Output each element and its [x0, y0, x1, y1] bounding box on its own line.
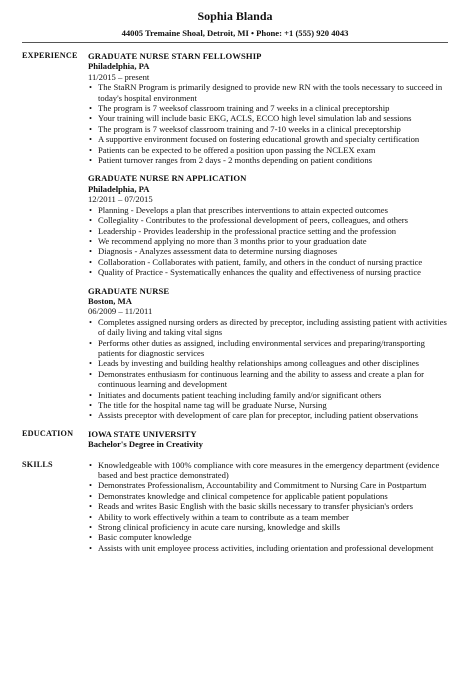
list-item: • The StaRN Program is primarily designed to provide new RN with the tools necessary to succeed in today's hospital environment — [88, 82, 448, 103]
list-item: • Performs other duties as assigned, including environmental services and preparing/transporting patients for diagnostic services — [88, 338, 448, 359]
list-item: • Demonstrates knowledge and clinical competence for applicable patient populations — [88, 491, 448, 501]
contact-line: 44005 Tremaine Shoal, Detroit, MI • Phone: +1 (555) 920 4043 — [121, 28, 349, 38]
header-divider — [22, 42, 448, 43]
list-item: • Demonstrates Professionalism, Accountability and Commitment to Nursing Care in Postpartum — [88, 480, 448, 490]
job-dates: 11/2015 – present — [88, 71, 150, 82]
job-entry — [88, 286, 448, 421]
list-item: • The title for the hospital name tag will be graduate Nurse, Nursing — [88, 400, 448, 410]
list-item: • Collegiality - Contributes to the professional development of peers, colleagues, and others — [88, 215, 448, 225]
list-item: • Planning - Develops a plan that prescribes interventions to attain expected outcomes — [88, 205, 448, 215]
job-bullets — [88, 205, 448, 278]
experience-list — [88, 51, 448, 429]
list-item: • Patients can be expected to be offered a position upon passing the NCLEX exam — [88, 145, 448, 155]
list-item: • Assists with unit employee process activities, including orientation and professional development — [88, 543, 448, 553]
job-location: Philadelphia, PA — [88, 183, 150, 194]
job-title: GRADUATE NURSE STARN FELLOWSHIP — [88, 51, 262, 61]
list-item: • Demonstrates enthusiasm for continuous learning and the ability to assess and create a plan for continuous learning and development — [88, 369, 448, 390]
degree-name: Bachelor's Degree in Creativity — [88, 439, 203, 450]
skills-list — [88, 460, 448, 554]
list-item: • Assists preceptor with development of care plan for preceptor, including patient observations — [88, 410, 448, 420]
list-item: • Your training will include basic EKG, ACLS, ECCO high level simulation lab and sessions — [88, 113, 448, 123]
list-item: • Quality of Practice - Systematically enhances the quality and effectiveness of nursing practice — [88, 267, 448, 277]
experience-heading: EXPERIENCE — [22, 51, 78, 60]
list-item: • Reads and writes Basic English with the basic skills necessary to transfer physician's orders — [88, 501, 448, 511]
list-item: • A supportive environment focused on fostering educational growth and specialty certification — [88, 134, 448, 144]
candidate-name: Sophia Blanda — [197, 9, 273, 23]
list-item: • Initiates and documents patient teaching including family and/or significant others — [88, 390, 448, 400]
skills-heading: SKILLS — [22, 459, 53, 469]
skills-section — [22, 460, 448, 554]
skills-list-wrapper — [88, 460, 448, 554]
job-title: GRADUATE NURSE RN APPLICATION — [88, 173, 247, 184]
education-heading: EDUCATION — [22, 428, 74, 438]
list-item: • Completes assigned nursing orders as directed by preceptor, including assisting patient with activities of daily living and taking vital signs — [88, 317, 448, 338]
list-item: • Leadership - Provides leadership in the professional practice setting and the profession — [88, 226, 448, 236]
list-item: • Diagnosis - Analyzes assessment data to determine nursing diagnoses — [88, 246, 448, 256]
list-item: • We recommend applying no more than 3 months prior to your graduation date — [88, 236, 448, 246]
job-title: GRADUATE NURSE — [88, 285, 170, 296]
experience-section — [22, 51, 448, 429]
list-item: • Strong clinical proficiency in acute care nursing, knowledge and skills — [88, 522, 448, 532]
list-item: • Ability to work effectively within a team to contribute as a team member — [88, 512, 448, 522]
list-item: • Leads by investing and building healthy relationships among colleagues and other disciplines — [88, 358, 448, 368]
job-dates: 12/2011 – 07/2015 — [88, 194, 153, 205]
education-section — [22, 429, 448, 450]
job-dates: 06/2009 – 11/2011 — [88, 306, 153, 317]
job-location: Boston, MA — [88, 295, 132, 306]
job-entry — [88, 173, 448, 277]
job-entry — [88, 51, 448, 165]
resume-header — [22, 0, 448, 38]
job-bullets — [88, 317, 448, 421]
school-name: IOWA STATE UNIVERSITY — [88, 428, 197, 439]
job-bullets — [88, 82, 448, 165]
list-item: • Basic computer knowledge — [88, 532, 448, 542]
list-item: • The program is 7 weeksof classroom training and 7 weeks in a clinical preceptorship — [88, 103, 448, 113]
education-entry — [88, 429, 448, 450]
list-item: • Patient turnover ranges from 2 days - 2 months depending on patient conditions — [88, 155, 448, 165]
list-item: • Knowledgeable with 100% compliance with core measures in the emergency department (evidence based and best practice demonstrated) — [88, 460, 448, 481]
list-item: • The program is 7 weeksof classroom training and 7-10 weeks in a clinical preceptorship — [88, 124, 448, 134]
list-item: • Collaboration - Collaborates with patient, family, and others in the conduct of nursing practice — [88, 257, 448, 267]
job-location: Philadelphia, PA — [88, 61, 150, 72]
